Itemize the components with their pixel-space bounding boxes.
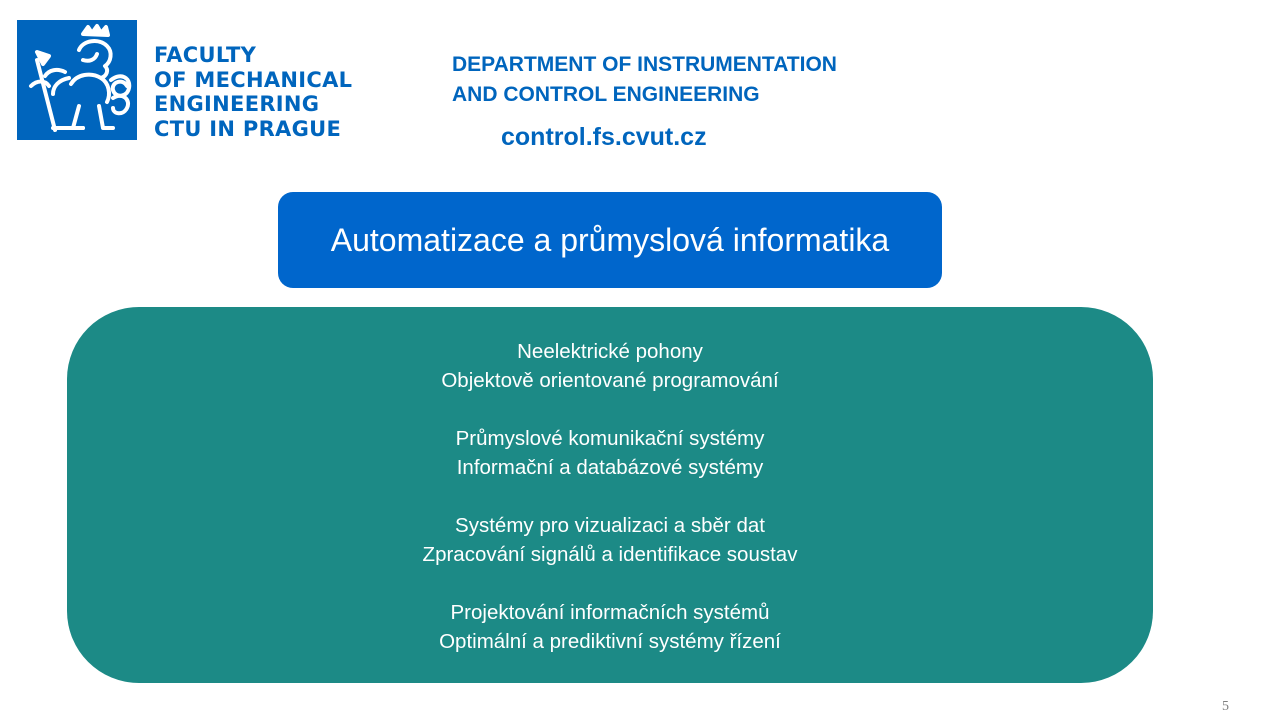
faculty-line: FACULTY	[154, 43, 257, 67]
course-item: Informační a databázové systémy	[456, 456, 764, 479]
course-list-box	[67, 307, 1153, 683]
course-group	[67, 511, 1153, 569]
faculty-line: ENGINEERING	[154, 92, 320, 116]
department-name	[452, 50, 837, 110]
course-item: Zpracování signálů a identifikace soustav	[422, 543, 798, 566]
page-number: 5	[1222, 699, 1229, 714]
program-title: Automatizace a průmyslová informatika	[330, 221, 890, 258]
department-website: control.fs.cvut.cz	[501, 123, 707, 151]
course-item: Systémy pro vizualizaci a sběr dat	[455, 514, 765, 537]
course-group	[67, 424, 1153, 482]
program-title-box	[278, 192, 942, 288]
course-group	[67, 337, 1153, 395]
faculty-line: OF MECHANICAL	[154, 67, 353, 92]
faculty-logo	[17, 20, 137, 140]
course-item: Neelektrické pohony	[517, 340, 703, 363]
faculty-name	[154, 43, 352, 141]
course-item: Průmyslové komunikační systémy	[455, 427, 765, 450]
course-item: Projektování informačních systémů	[450, 601, 770, 624]
course-list	[67, 337, 1153, 656]
faculty-line: CTU IN PRAGUE	[154, 116, 342, 141]
course-item: Objektově orientované programování	[441, 369, 779, 392]
course-item: Optimální a prediktivní systémy řízení	[439, 630, 781, 653]
department-line: AND CONTROL ENGINEERING	[452, 83, 760, 106]
course-group	[67, 598, 1153, 656]
lion-crest-icon	[17, 20, 137, 140]
department-line: DEPARTMENT OF INSTRUMENTATION	[452, 53, 837, 76]
